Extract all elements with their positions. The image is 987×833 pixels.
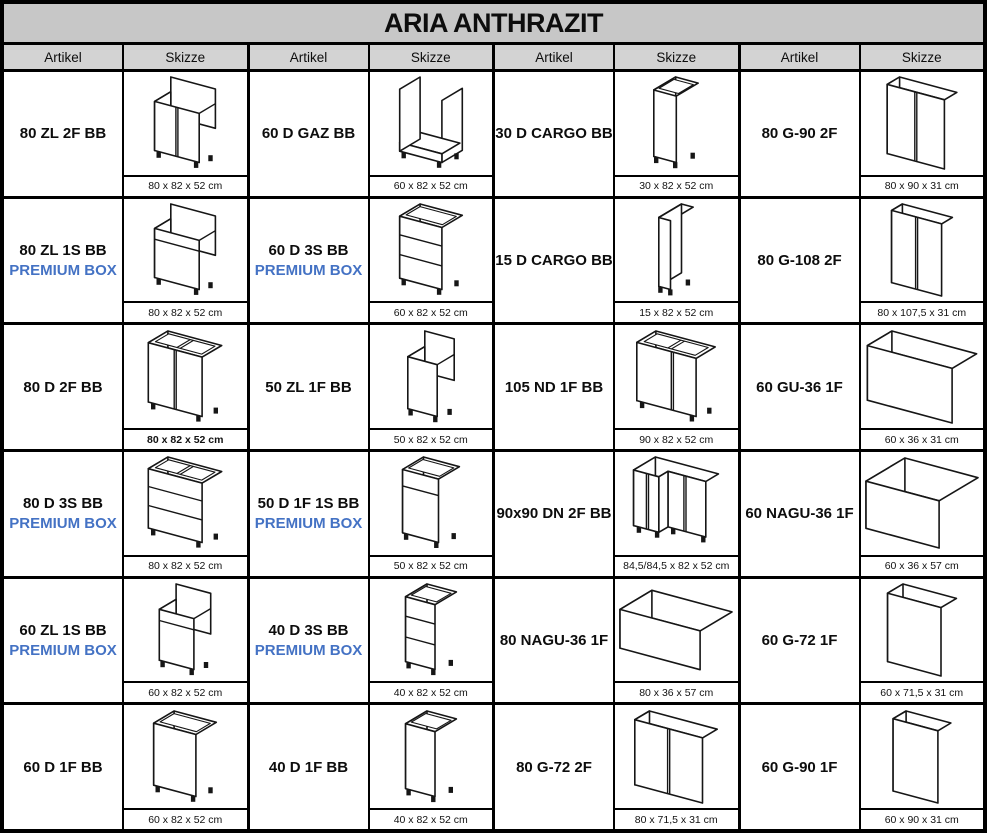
article-pane (495, 452, 613, 576)
article-code: 60 G-72 1F (761, 632, 838, 650)
cabinet-sketch-drawing (371, 201, 491, 299)
sketch-pane (861, 452, 984, 576)
dimension-label: 80 x 107,5 x 31 cm (861, 301, 984, 322)
sketch-pane (124, 72, 247, 196)
article-pane (495, 579, 613, 703)
cabinet-sketch (615, 199, 738, 302)
dimension-label: 90 x 82 x 52 cm (615, 428, 738, 449)
article-code: 50 ZL 1F BB (265, 378, 352, 396)
premium-box-label: PREMIUM BOX (254, 262, 363, 279)
dimension-label: 40 x 82 x 52 cm (370, 808, 493, 829)
article-code: 80 G-90 2F (761, 125, 838, 143)
cabinet-sketch (370, 72, 493, 175)
article-code: 80 ZL 2F BB (19, 125, 107, 143)
product-cell (495, 452, 738, 576)
sketch-pane (861, 199, 984, 323)
cabinet-sketch-drawing (125, 708, 245, 806)
sketch-pane (124, 325, 247, 449)
cabinet-sketch-drawing (862, 201, 982, 299)
product-cell (250, 705, 493, 829)
article-pane (741, 325, 859, 449)
sketch-pane (861, 72, 984, 196)
cabinet-sketch-drawing (862, 581, 982, 679)
article-code: 80 NAGU-36 1F (499, 632, 609, 650)
cabinet-sketch (124, 325, 247, 428)
dimension-label: 50 x 82 x 52 cm (370, 555, 493, 576)
product-cell (495, 325, 738, 449)
cabinet-sketch (124, 705, 247, 808)
header-artikel: Artikel (495, 45, 613, 69)
article-code: 30 D CARGO BB (495, 125, 613, 143)
dimension-label: 84,5/84,5 x 82 x 52 cm (615, 555, 738, 576)
cabinet-sketch-drawing (616, 328, 736, 426)
header-artikel: Artikel (250, 45, 368, 69)
cabinet-sketch (615, 705, 738, 808)
cabinet-sketch (370, 199, 493, 302)
article-pane (250, 452, 368, 576)
article-code: 105 ND 1F BB (504, 378, 604, 396)
article-code: 60 D 1F BB (23, 758, 103, 776)
article-pane (4, 579, 122, 703)
dimension-label: 80 x 82 x 52 cm (124, 428, 247, 449)
article-code: 90x90 DN 2F BB (496, 505, 612, 523)
sketch-pane (615, 579, 738, 703)
article-code: 40 D 1F BB (268, 758, 349, 776)
dimension-label: 60 x 82 x 52 cm (124, 808, 247, 829)
article-code: 60 D GAZ BB (261, 125, 356, 143)
header-group (741, 45, 984, 69)
product-cell (495, 579, 738, 703)
article-code: 15 D CARGO BB (495, 252, 613, 269)
cabinet-sketch-drawing (616, 201, 736, 299)
dimension-label: 60 x 36 x 57 cm (861, 555, 984, 576)
dimension-label: 80 x 82 x 52 cm (124, 301, 247, 322)
cabinet-sketch (615, 72, 738, 175)
cabinet-sketch-drawing (125, 328, 245, 426)
dimension-label: 60 x 82 x 52 cm (124, 681, 247, 702)
cabinet-sketch-drawing (616, 454, 736, 552)
catalog-row (4, 72, 983, 196)
article-pane (741, 452, 859, 576)
premium-box-label: PREMIUM BOX (254, 642, 363, 660)
catalog-row (4, 325, 983, 449)
article-code: 80 G-108 2F (757, 252, 842, 269)
page-title: ARIA ANTHRAZIT (4, 4, 983, 42)
catalog-row (4, 705, 983, 829)
header-group (4, 45, 247, 69)
cabinet-sketch (615, 579, 738, 682)
dimension-label: 60 x 71,5 x 31 cm (861, 681, 984, 702)
dimension-label: 30 x 82 x 52 cm (615, 175, 738, 196)
sketch-pane (615, 452, 738, 576)
cabinet-sketch-drawing (371, 328, 491, 426)
article-pane (741, 579, 859, 703)
sketch-pane (861, 579, 984, 703)
catalog-body (4, 72, 983, 829)
product-cell (741, 72, 984, 196)
article-pane (250, 72, 368, 196)
cabinet-sketch (370, 705, 493, 808)
cabinet-sketch-drawing (862, 454, 982, 552)
cabinet-sketch-drawing (862, 708, 982, 806)
sketch-pane (124, 452, 247, 576)
article-code: 60 NAGU-36 1F (745, 505, 854, 523)
product-cell (4, 199, 247, 323)
article-pane (4, 705, 122, 829)
header-skizze: Skizze (861, 45, 984, 69)
sketch-pane (124, 199, 247, 323)
dimension-label: 60 x 82 x 52 cm (370, 301, 493, 322)
cabinet-sketch (861, 452, 984, 555)
header-group (250, 45, 493, 69)
article-pane (250, 579, 368, 703)
cabinet-sketch-drawing (125, 201, 245, 299)
article-pane (741, 705, 859, 829)
cabinet-sketch (861, 325, 984, 428)
cabinet-sketch-drawing (616, 74, 736, 172)
product-cell (250, 199, 493, 323)
product-cell (741, 199, 984, 323)
sketch-pane (861, 325, 984, 449)
premium-box-label: PREMIUM BOX (9, 642, 117, 660)
header-artikel: Artikel (4, 45, 122, 69)
dimension-label: 60 x 90 x 31 cm (861, 808, 984, 829)
article-code: 80 D 3S BB (22, 495, 104, 513)
product-cell (250, 325, 493, 449)
product-cell (495, 705, 738, 829)
product-cell (741, 705, 984, 829)
premium-box-label: PREMIUM BOX (254, 515, 363, 533)
article-pane (495, 199, 613, 323)
cabinet-sketch-drawing (371, 581, 491, 679)
article-pane (4, 72, 122, 196)
dimension-label: 50 x 82 x 52 cm (370, 428, 493, 449)
product-cell (495, 72, 738, 196)
cabinet-sketch (124, 199, 247, 302)
article-pane (4, 452, 122, 576)
cabinet-sketch (124, 579, 247, 682)
cabinet-sketch (861, 579, 984, 682)
dimension-label: 40 x 82 x 52 cm (370, 681, 493, 702)
article-code: 60 GU-36 1F (756, 378, 843, 396)
header-skizze: Skizze (124, 45, 247, 69)
cabinet-sketch (615, 452, 738, 555)
sketch-pane (370, 325, 493, 449)
article-code: 60 ZL 1S BB (19, 622, 107, 640)
cabinet-sketch (124, 452, 247, 555)
cabinet-sketch (124, 72, 247, 175)
product-cell (4, 579, 247, 703)
premium-box-label: PREMIUM BOX (9, 515, 117, 533)
product-cell (741, 579, 984, 703)
cabinet-sketch (370, 452, 493, 555)
header-artikel: Artikel (741, 45, 859, 69)
dimension-label: 80 x 90 x 31 cm (861, 175, 984, 196)
cabinet-sketch (370, 579, 493, 682)
cabinet-sketch-drawing (862, 74, 982, 172)
product-cell (4, 72, 247, 196)
sketch-pane (124, 705, 247, 829)
sketch-pane (370, 72, 493, 196)
cabinet-sketch-drawing (616, 708, 736, 806)
dimension-label: 80 x 71,5 x 31 cm (615, 808, 738, 829)
cabinet-sketch-drawing (125, 74, 245, 172)
catalog-row (4, 579, 983, 703)
catalog-row (4, 452, 983, 576)
header-skizze: Skizze (615, 45, 738, 69)
sketch-pane (615, 72, 738, 196)
article-pane (741, 72, 859, 196)
sketch-pane (615, 199, 738, 323)
premium-box-label: PREMIUM BOX (9, 262, 117, 279)
product-cell (741, 452, 984, 576)
article-code: 80 D 2F BB (23, 378, 103, 396)
dimension-label: 15 x 82 x 52 cm (615, 301, 738, 322)
article-pane (4, 325, 122, 449)
sketch-pane (370, 452, 493, 576)
article-pane (250, 705, 368, 829)
dimension-label: 80 x 82 x 52 cm (124, 175, 247, 196)
product-cell (250, 72, 493, 196)
article-pane (741, 199, 859, 323)
product-cell (250, 452, 493, 576)
cabinet-sketch (861, 705, 984, 808)
article-pane (495, 72, 613, 196)
dimension-label: 80 x 36 x 57 cm (615, 681, 738, 702)
header-skizze: Skizze (370, 45, 493, 69)
cabinet-sketch-drawing (371, 74, 491, 172)
header-group (495, 45, 738, 69)
dimension-label: 80 x 82 x 52 cm (124, 555, 247, 576)
sketch-pane (615, 705, 738, 829)
sketch-pane (861, 705, 984, 829)
dimension-label: 60 x 36 x 31 cm (861, 428, 984, 449)
article-code: 80 G-72 2F (516, 758, 592, 776)
article-code: 80 ZL 1S BB (19, 242, 107, 259)
cabinet-sketch-drawing (371, 708, 491, 806)
cabinet-sketch-drawing (125, 454, 245, 552)
article-code: 40 D 3S BB (268, 622, 349, 640)
article-pane (4, 199, 122, 323)
article-code: 50 D 1F 1S BB (257, 495, 360, 513)
product-cell (495, 199, 738, 323)
article-code: 60 G-90 1F (761, 758, 838, 776)
article-pane (495, 705, 613, 829)
product-cell (4, 452, 247, 576)
cabinet-sketch-drawing (371, 454, 491, 552)
article-pane (250, 325, 368, 449)
product-cell (741, 325, 984, 449)
sketch-pane (370, 579, 493, 703)
sketch-pane (615, 325, 738, 449)
cabinet-sketch (615, 325, 738, 428)
cabinet-sketch (861, 199, 984, 302)
product-cell (4, 325, 247, 449)
article-pane (495, 325, 613, 449)
cabinet-sketch (370, 325, 493, 428)
cabinet-sketch (861, 72, 984, 175)
cabinet-sketch-drawing (862, 328, 982, 426)
catalog-row (4, 199, 983, 323)
sketch-pane (370, 199, 493, 323)
column-header-row (4, 45, 983, 69)
sketch-pane (370, 705, 493, 829)
cabinet-sketch-drawing (616, 581, 736, 679)
article-pane (250, 199, 368, 323)
cabinet-sketch-drawing (125, 581, 245, 679)
product-cell (250, 579, 493, 703)
article-code: 60 D 3S BB (268, 242, 349, 259)
product-cell (4, 705, 247, 829)
dimension-label: 60 x 82 x 52 cm (370, 175, 493, 196)
sketch-pane (124, 579, 247, 703)
